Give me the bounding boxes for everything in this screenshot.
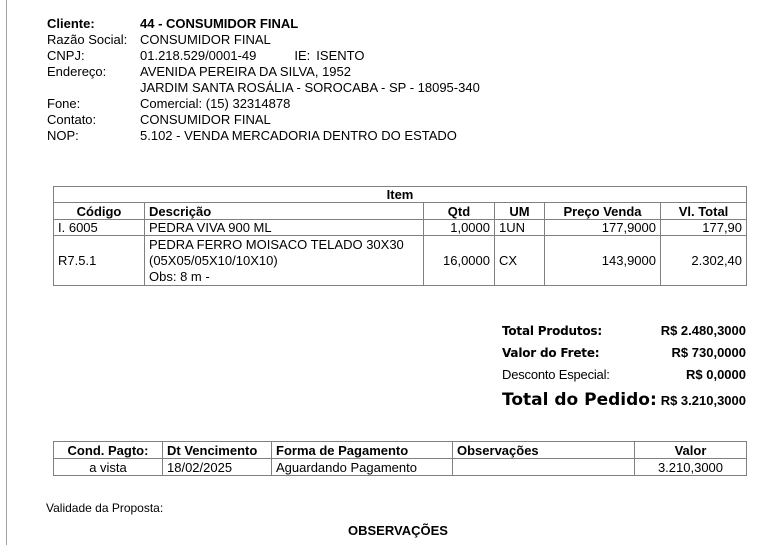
col-forma-pagamento: Forma de Pagamento: [272, 442, 453, 459]
col-total: Vl. Total: [661, 203, 747, 220]
valor-frete-value: R$ 730,0000: [671, 345, 746, 360]
razao-label: Razão Social:: [47, 32, 128, 47]
nop-row: [47, 128, 480, 144]
cliente-value: 44 - CONSUMIDOR FINAL: [140, 16, 299, 31]
razao-row: [47, 32, 480, 48]
col-qtd: Qtd: [424, 203, 495, 220]
cell-qtd: 1,0000: [424, 220, 495, 236]
payment-header-row: [54, 442, 747, 459]
page-left-border: [6, 0, 7, 545]
contato-value: CONSUMIDOR FINAL: [140, 112, 271, 127]
validade-proposta: Validade da Proposta:: [46, 501, 164, 515]
endereco-line2: JARDIM SANTA ROSÁLIA - SOROCABA - SP - 18095-340: [140, 80, 480, 95]
valor-frete-label: Valor do Frete:: [502, 346, 600, 360]
items-table: [53, 186, 747, 286]
spacer: [47, 80, 140, 96]
nop-value: 5.102 - VENDA MERCADORIA DENTRO DO ESTADO: [140, 128, 457, 143]
cnpj-row: [47, 48, 480, 64]
ie-label: IE:: [294, 48, 311, 63]
total-produtos-row: [502, 320, 746, 342]
cliente-label: Cliente:: [47, 16, 95, 31]
fone-value: Comercial: (15) 32314878: [140, 96, 291, 111]
cell-descricao: PEDRA VIVA 900 ML: [145, 220, 424, 236]
ie-field: [294, 48, 364, 64]
nop-label: NOP:: [47, 128, 79, 143]
col-um: UM: [495, 203, 545, 220]
total-pedido-row: [502, 386, 746, 414]
cell-codigo: I. 6005: [54, 220, 145, 236]
totals-block: [502, 320, 746, 414]
items-title-row: [54, 187, 747, 203]
cnpj-label: CNPJ:: [47, 48, 85, 63]
cell-observacoes: [453, 459, 635, 476]
cell-cond-pagto: a vista: [54, 459, 163, 476]
total-pedido-value: R$ 3.210,3000: [660, 393, 746, 408]
col-descricao: Descrição: [145, 203, 424, 220]
observacoes-heading: OBSERVAÇÕES: [348, 523, 448, 538]
descricao-line: (05X05/05X10/10X10): [149, 252, 278, 268]
cnpj-value: 01.218.529/0001-49: [140, 48, 257, 63]
endereco-label: Endereço:: [47, 64, 107, 79]
valor-frete-row: [502, 342, 746, 364]
desconto-label: Desconto Especial:: [502, 367, 610, 382]
cell-preco: 177,9000: [545, 220, 661, 236]
client-info: [47, 16, 480, 144]
table-row: [54, 236, 747, 286]
cell-forma-pagamento: Aguardando Pagamento: [272, 459, 453, 476]
total-pedido-label: Total do Pedido:: [502, 390, 657, 410]
items-title: Item: [54, 187, 747, 203]
cell-valor: 3.210,3000: [635, 459, 747, 476]
fone-row: [47, 96, 480, 112]
col-codigo: Código: [54, 203, 145, 220]
descricao-line: PEDRA FERRO MOISACO TELADO 30X30: [149, 236, 404, 252]
col-valor: Valor: [635, 442, 747, 459]
endereco-row: [47, 64, 480, 80]
razao-value: CONSUMIDOR FINAL: [140, 32, 271, 47]
cell-um: 1UN: [495, 220, 545, 236]
cell-vencimento: 18/02/2025: [163, 459, 272, 476]
col-vencimento: Dt Vencimento: [163, 442, 272, 459]
contato-row: [47, 112, 480, 128]
endereco-row-2: [47, 80, 480, 96]
cell-total: 177,90: [661, 220, 747, 236]
cell-qtd: 16,0000: [424, 236, 495, 286]
ie-value: ISENTO: [316, 48, 365, 63]
table-row: [54, 459, 747, 476]
desconto-row: [502, 364, 746, 386]
cell-um: CX: [495, 236, 545, 286]
total-produtos-value: R$ 2.480,3000: [660, 323, 746, 338]
desconto-value: R$ 0,0000: [686, 367, 746, 382]
cell-codigo: R7.5.1: [54, 236, 145, 286]
endereco-line1: AVENIDA PEREIRA DA SILVA, 1952: [140, 64, 351, 79]
client-row: [47, 16, 480, 32]
col-observacoes: Observações: [453, 442, 635, 459]
fone-label: Fone:: [47, 96, 81, 111]
cell-descricao: [145, 236, 424, 286]
total-produtos-label: Total Produtos:: [502, 324, 602, 338]
table-row: [54, 220, 747, 236]
items-header-row: [54, 203, 747, 220]
payment-table: [53, 441, 747, 476]
contato-label: Contato:: [47, 112, 97, 127]
cell-total: 2.302,40: [661, 236, 747, 286]
col-cond-pagto: Cond. Pagto:: [54, 442, 163, 459]
descricao-obs: Obs: 8 m -: [149, 268, 210, 284]
col-preco: Preço Venda: [545, 203, 661, 220]
cell-preco: 143,9000: [545, 236, 661, 286]
